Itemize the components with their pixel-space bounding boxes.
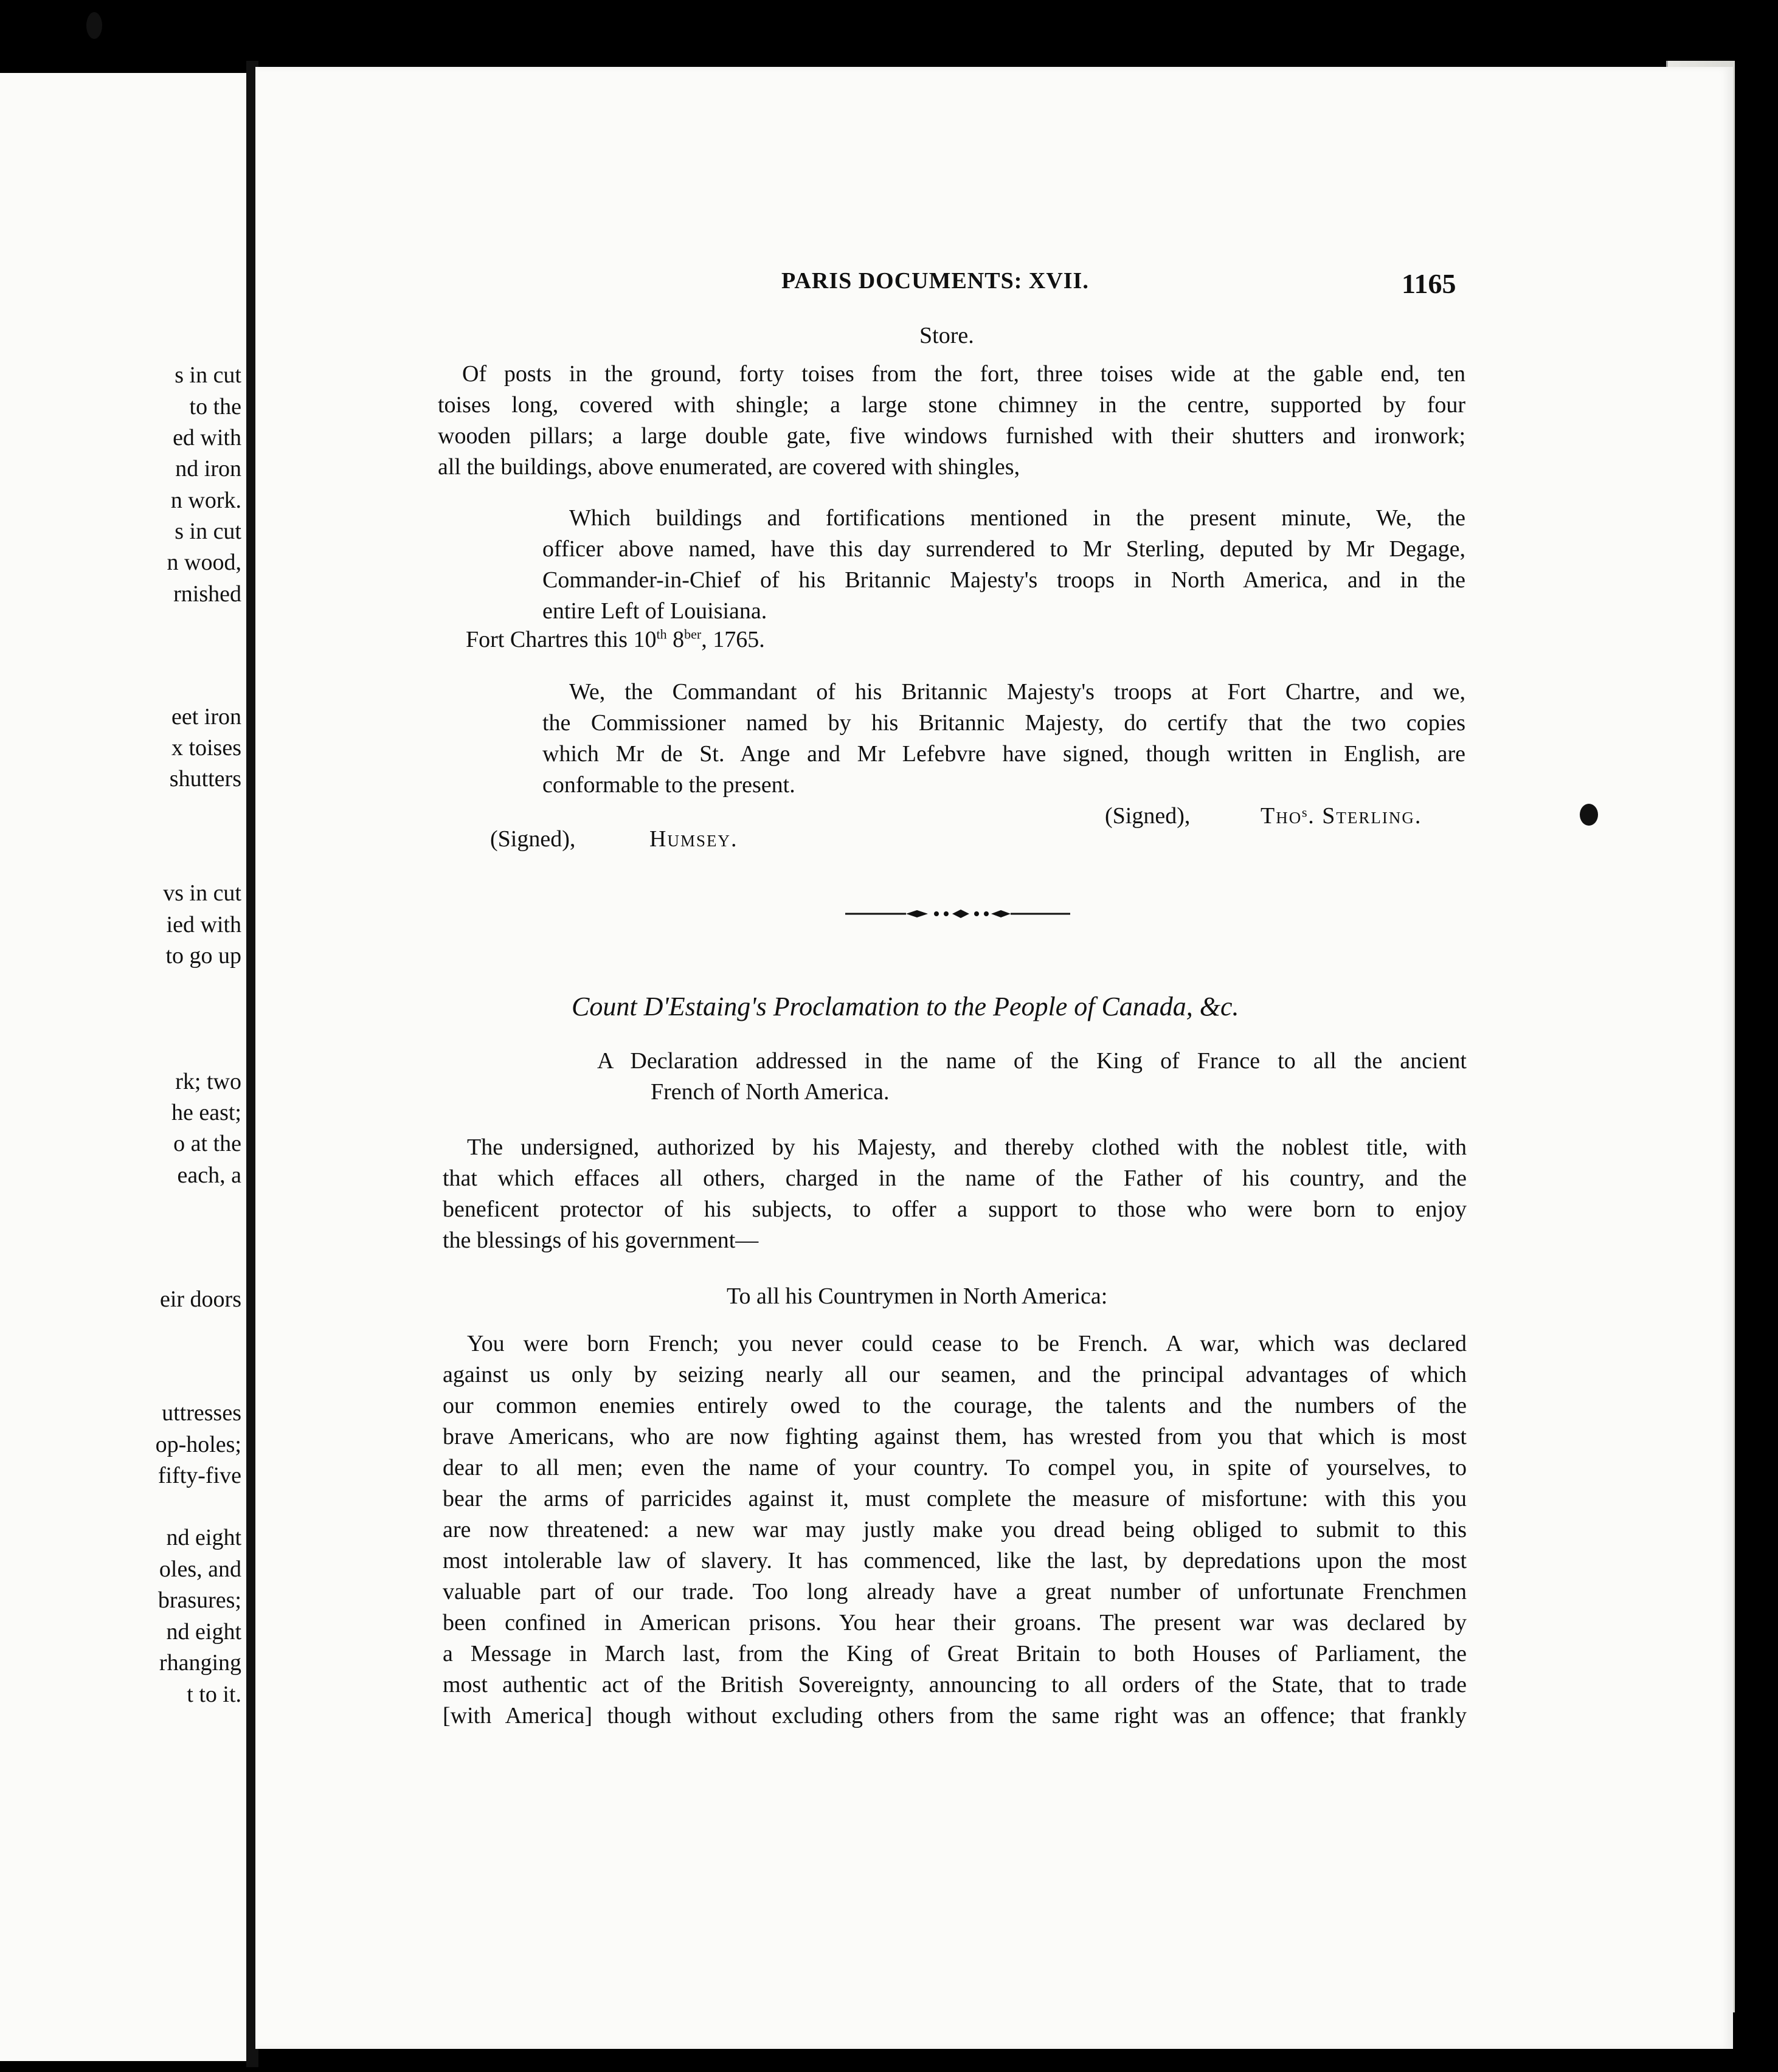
date-superscript: ber [684,626,702,642]
left-page-line: nd iron [175,456,241,482]
text-line: beneficent protector of his subjects, to offer a support to those who were born to enjoy [443,1197,1467,1222]
left-facing-page [0,73,246,2061]
left-page-line: brasures; [157,1587,241,1613]
date-prefix: Fort Chartres this 10 [466,627,657,652]
text-line: that which effaces all others, charged in the name of the Father of his country, and the [443,1166,1467,1191]
text-line: the blessings of his government— [443,1228,759,1253]
text-line: most intolerable law of slavery. It has commenced, like the last, by depredations upon the most [443,1548,1467,1573]
text-line: French of North America. [651,1079,890,1105]
text-line: dear to all men; even the name of your country. To compel you, in spite of yourselves, to [443,1455,1467,1480]
text-line: We, the Commandant of his Britannic Majesty's troops at Fort Chartre, and we, [569,679,1465,705]
left-page-line: op-holes; [155,1432,241,1457]
left-page-line: rhanging [159,1650,241,1676]
left-page-line: rk; two [175,1069,241,1094]
text-line: our common enemies entirely owed to the courage, the talents and the numbers of the [443,1393,1467,1418]
left-page-line: vs in cut [163,880,241,906]
running-header: PARIS DOCUMENTS: XVII. [781,268,1089,294]
text-line: are now threatened: a new war may justly make you dread being obliged to submit to this [443,1517,1467,1542]
text-line: Commander-in-Chief of his Britannic Majesty's troops in North America, and in the [542,567,1465,593]
left-page-line: eet iron [171,704,241,730]
left-page-line: uttresses [162,1400,241,1426]
text-line: a Message in March last, from the King of Great Britain to both Houses of Parliament, the [443,1641,1467,1666]
left-page-line: eir doors [159,1286,241,1312]
text-line: wooden pillars; a large double gate, five windows furnished with their shutters and ironwork; [438,423,1465,449]
left-page-line: nd eight [166,1525,241,1550]
text-line: against us only by seizing nearly all our seamen, and the principal advantages of which [443,1362,1467,1387]
text-line: which Mr de St. Ange and Mr Lefebvre have signed, though written in English, are [542,741,1465,767]
left-page-line: to the [189,394,241,420]
left-page-line: n work. [170,488,241,513]
declaration-paragraph [597,1046,1467,1108]
date-line [466,626,765,653]
left-page-line: ed with [173,425,241,451]
text-line: bear the arms of parricides against it, must complete the measure of misfortune: with this you [443,1486,1467,1511]
text-line: been confined in American prisons. You hear their groans. The present war was declared by [443,1610,1467,1635]
proclamation-body [443,1328,1467,1732]
left-page-line: he east; [171,1100,241,1125]
left-page-line: o at the [173,1131,241,1156]
store-paragraph [438,359,1465,483]
certification-paragraph [542,677,1465,801]
address-heading: To all his Countrymen in North America: [727,1283,1108,1309]
date-mid: 8 [666,627,685,652]
page-number: 1165 [1402,268,1456,299]
text-line: conformable to the present. [542,772,795,798]
text-line: The undersigned, authorized by his Majesty, and thereby clothed with the noblest title, with [467,1134,1467,1160]
signed-label-left: (Signed), [490,826,576,852]
intro-paragraph [443,1132,1467,1256]
signed-label-right: (Signed), [1105,803,1191,829]
surrender-paragraph [542,503,1465,627]
left-page-line: s in cut [175,519,241,544]
left-page-line: fifty-five [157,1463,241,1488]
left-page-line: n wood, [167,550,241,575]
scan-speck [86,12,102,39]
store-heading: Store. [919,323,974,348]
text-line: most authentic act of the British Sovereignty, announcing to all orders of the State, that to trade [443,1672,1467,1697]
text-line: valuable part of our trade. Too long already have a great number of unfortunate Frenchmen [443,1579,1467,1604]
left-page-line: to go up [165,943,241,969]
left-page-line: ied with [166,912,241,938]
text-line: A Declaration addressed in the name of the King of France to all the ancient [597,1048,1467,1074]
proclamation-title: Count D'Estaing's Proclamation to the People of Canada, &c. [572,992,1239,1021]
text-line: [with America] though without excluding others from the same right was an offence; that frankly [443,1703,1467,1728]
text-line: the Commissioner named by his Britannic Majesty, do certify that the two copies [542,710,1465,736]
text-line: You were born French; you never could cease to be French. A war, which was declared [467,1331,1467,1356]
date-suffix: , 1765. [701,627,765,652]
left-page-line: each, a [177,1162,241,1188]
left-page-line: rnished [173,581,241,607]
text-line: Which buildings and fortifications mentioned in the present minute, We, the [569,505,1465,531]
text-line: Of posts in the ground, forty toises from the fort, three toises wide at the gable end, ten [462,361,1465,387]
signatory-humsey: Humsey. [649,826,738,852]
text-line: all the buildings, above enumerated, are covered with shingles, [438,454,1020,480]
text-line: entire Left of Louisiana. [542,598,767,624]
left-page-line: t to it. [187,1682,241,1707]
ink-blot [1580,804,1598,826]
section-divider-ornament [845,908,1070,920]
left-page-line: x toises [171,735,241,761]
left-page-line: s in cut [175,362,241,388]
text-line: brave Americans, who are now fighting against them, has wrested from you that which is most [443,1424,1467,1449]
left-page-line: shutters [169,766,241,792]
signatory-sterling: Thoˢ. Sterling. [1261,803,1422,829]
left-page-line: oles, and [159,1556,241,1582]
left-page-line: nd eight [166,1619,241,1645]
text-line: officer above named, have this day surrendered to Mr Sterling, deputed by Mr Degage, [542,536,1465,562]
text-line: toises long, covered with shingle; a large stone chimney in the centre, supported by four [438,392,1465,418]
date-superscript: th [656,626,667,642]
